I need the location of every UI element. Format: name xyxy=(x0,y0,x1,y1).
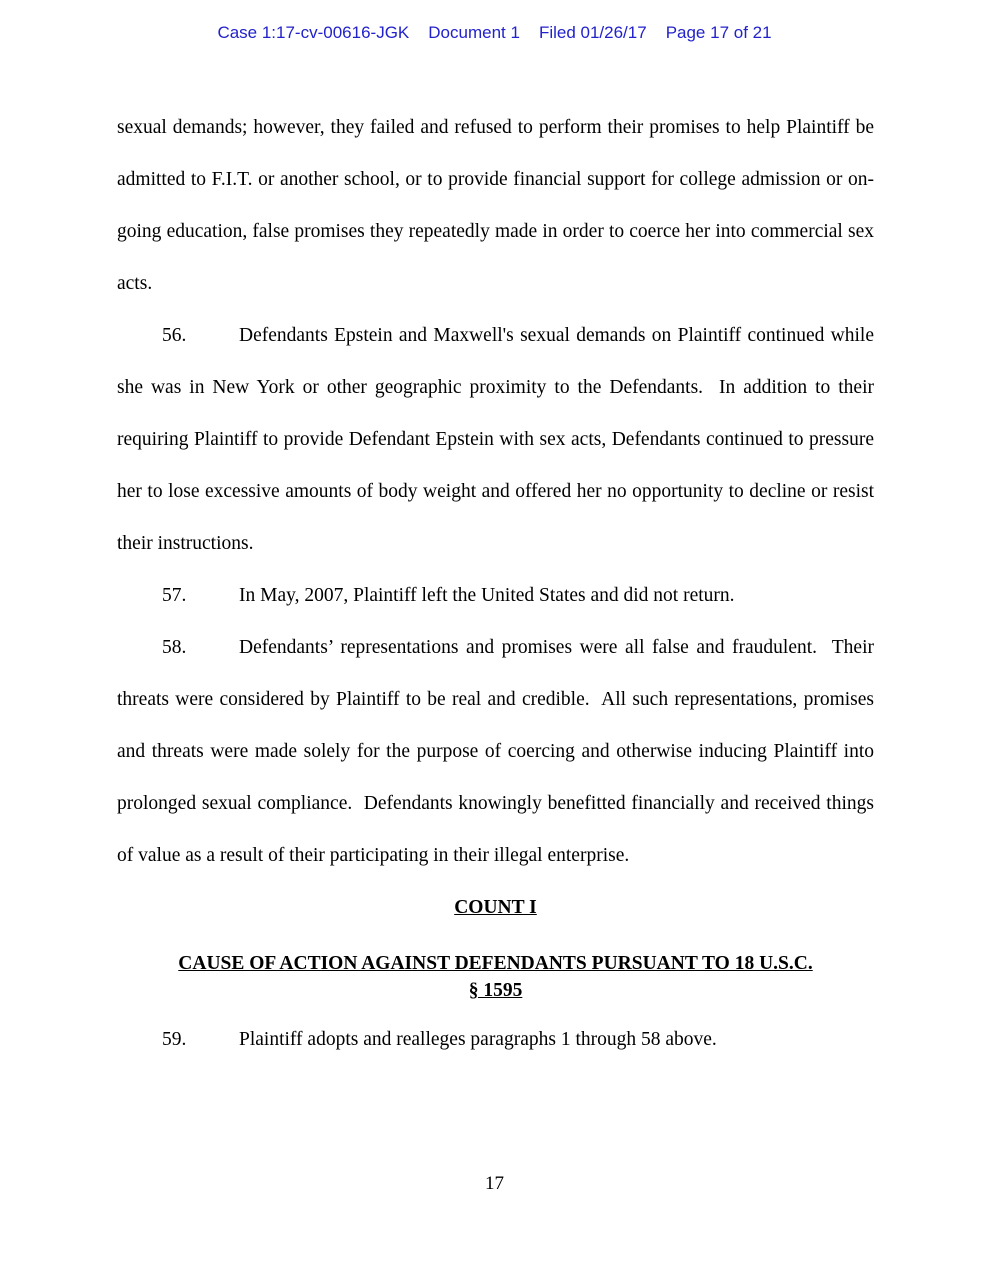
paragraph-58-text: Defendants’ representations and promises were all false and fraudulent. Their threats were considered by Plaintiff to be real and credible. All such representations, promises and threats were made solely for the purpose of coercing and otherwise inducing Plaintiff into prolonged sexual compliance. Defendants knowingly benefitted financially and received things of value as a result of their participating in their illegal enterprise. xyxy=(117,637,874,866)
paragraph-56 xyxy=(117,310,874,570)
court-stamp-header xyxy=(0,22,989,44)
paragraph-57-text: In May, 2007, Plaintiff left the United States and did not return. xyxy=(239,585,735,606)
paragraph-57-number: 57. xyxy=(162,585,187,606)
cause-of-action-heading xyxy=(117,950,874,1004)
paragraph-59-text: Plaintiff adopts and realleges paragraphs 1 through 58 above. xyxy=(239,1029,717,1050)
paragraph-58 xyxy=(117,622,874,882)
cause-heading-line2: § 1595 xyxy=(468,980,523,1001)
cause-heading-line1: CAUSE OF ACTION AGAINST DEFENDANTS PURSUANT TO 18 U.S.C. xyxy=(178,953,813,974)
document-body xyxy=(117,102,874,1066)
paragraph-56-number: 56. xyxy=(162,325,187,346)
paragraph-57 xyxy=(117,570,874,622)
paragraph-59-number: 59. xyxy=(162,1029,187,1050)
paragraph-58-number: 58. xyxy=(162,637,187,658)
stamp-page-indicator: Page 17 of 21 xyxy=(665,23,772,42)
paragraph-59 xyxy=(117,1014,874,1066)
page-number: 17 xyxy=(485,1173,504,1194)
paragraph-continuation: sexual demands; however, they failed and refused to perform their promises to help Plaintiff be admitted to F.I.T. or another school, or to provide financial support for college admission or on-going education, false promises they repeatedly made in order to coerce her into commercial sex acts. xyxy=(117,117,874,294)
count-heading: COUNT I xyxy=(454,897,537,918)
paragraph-56-text: Defendants Epstein and Maxwell's sexual demands on Plaintiff continued while she was in New York or other geographic proximity to the Defendants. In addition to their requiring Plaintiff to provide Defendant Epstein with sex acts, Defendants continued to pressure her to lose excessive amounts of body weight and offered her no opportunity to decline or resist their instructions. xyxy=(117,325,874,554)
stamp-case-number: Case 1:17-cv-00616-JGK xyxy=(217,23,410,42)
stamp-document-number: Document 1 xyxy=(428,23,520,42)
stamp-filed-date: Filed 01/26/17 xyxy=(538,23,647,42)
